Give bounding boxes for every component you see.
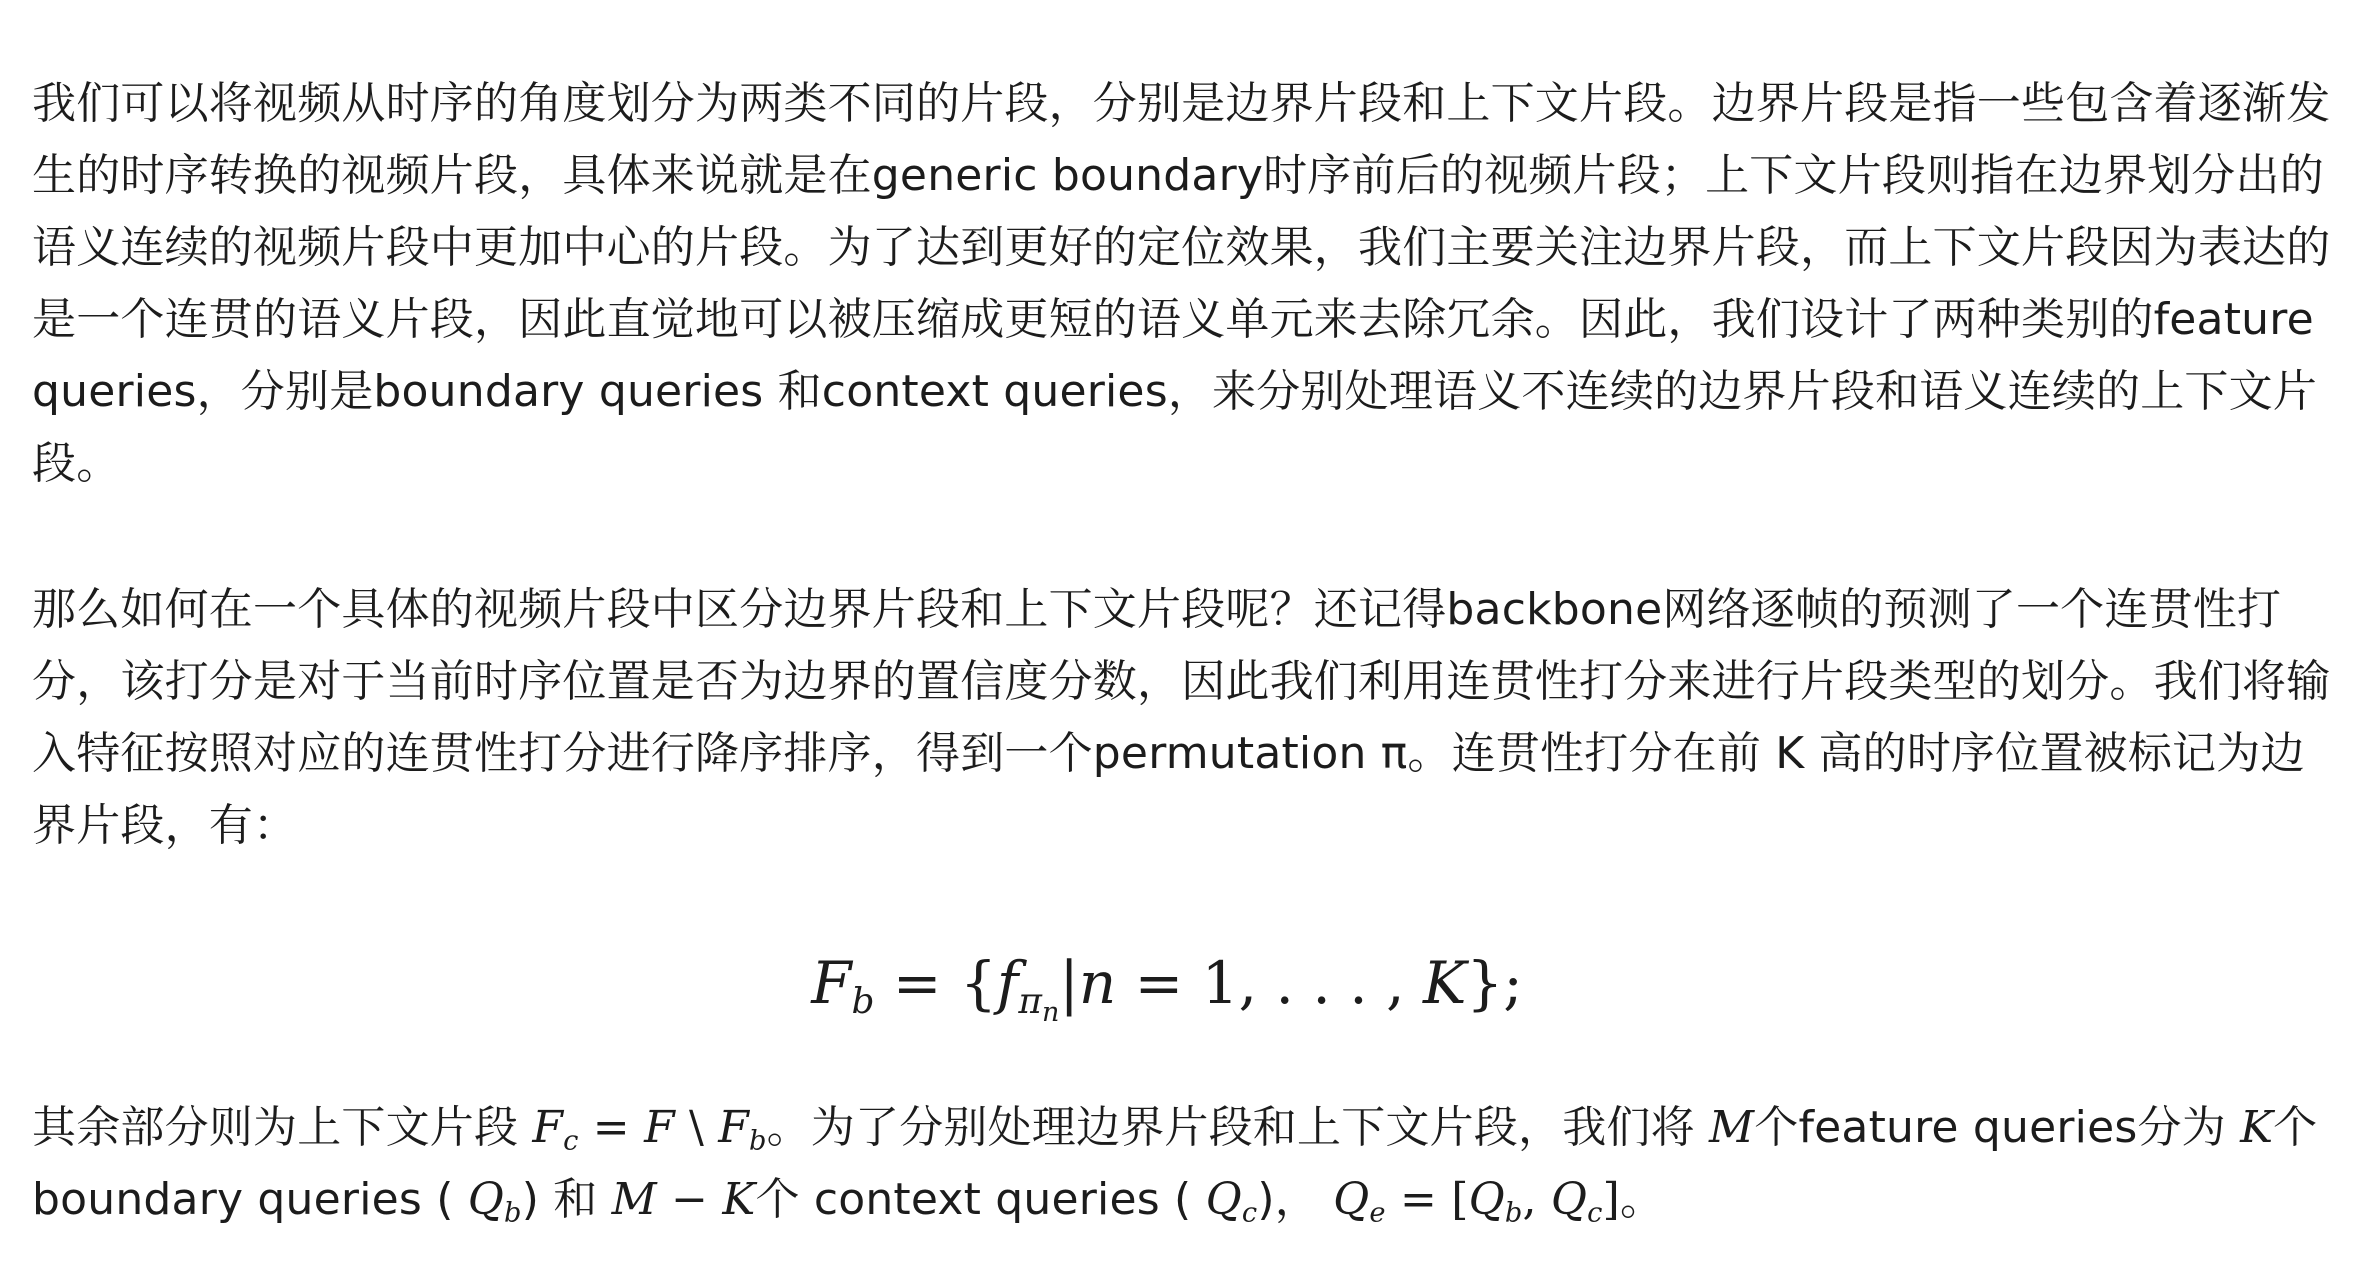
math-Qc2: Q bbox=[1550, 1174, 1588, 1225]
math-Fc-sub: c bbox=[563, 1125, 579, 1157]
formula-n: n bbox=[1078, 949, 1117, 1017]
formula-f: f bbox=[996, 949, 1019, 1017]
p3-text-7: )， bbox=[1257, 1174, 1334, 1225]
math-setminus: \ bbox=[674, 1102, 719, 1153]
p3-text-6: 个 context queries ( bbox=[755, 1174, 1206, 1225]
math-Qc2-sub: c bbox=[1587, 1197, 1603, 1229]
math-M: M bbox=[1708, 1102, 1755, 1153]
formula-F: F bbox=[811, 949, 852, 1017]
article-body bbox=[32, 68, 2342, 1236]
p3-text-3: 个feature queries分为 bbox=[1754, 1102, 2241, 1153]
math-comma: , bbox=[1522, 1174, 1551, 1225]
formula-end: }; bbox=[1466, 949, 1523, 1017]
math-eq: = bbox=[578, 1102, 645, 1153]
paragraph-coherence-score: 那么如何在一个具体的视频片段中区分边界片段和上下文片段呢？还记得backbone网络逐帧的预测了一个连贯性打分，该打分是对于当前时序位置是否为边界的置信度分数，因此我们利用连贯性打分来进行片段类型的划分。我们将输入特征按照对应的连贯性打分进行降序排序，得到一个permutation π。连贯性打分在前 K 高的时序位置被标记为边界片段，有： bbox=[32, 584, 2331, 851]
p3-text-4: 个boundary queries ( bbox=[32, 1102, 2318, 1225]
formula-pi-sub: n bbox=[1041, 997, 1060, 1029]
math-Fc: F bbox=[532, 1102, 564, 1153]
math-Qc-sub: c bbox=[1241, 1197, 1258, 1229]
math-M2: M bbox=[611, 1174, 657, 1225]
p3-text-8: 。 bbox=[1620, 1174, 1665, 1225]
paragraph-query-split bbox=[32, 1092, 2342, 1236]
formula-eq: = { bbox=[874, 949, 997, 1017]
math-Fb: F bbox=[718, 1102, 749, 1153]
math-minus: − bbox=[656, 1174, 723, 1225]
formula-F-sub: b bbox=[851, 981, 875, 1023]
math-F: F bbox=[644, 1102, 675, 1153]
math-Fb-sub: b bbox=[748, 1125, 767, 1157]
formula-bar: | bbox=[1059, 949, 1079, 1017]
math-Qc: Q bbox=[1205, 1174, 1242, 1225]
p3-text-1: 其余部分则为上下文片段 bbox=[32, 1102, 533, 1153]
math-close-bracket: ] bbox=[1602, 1174, 1621, 1225]
math-Qe: Q bbox=[1333, 1174, 1370, 1225]
formula-range: = 1, . . . , bbox=[1116, 949, 1423, 1017]
p3-text-2: 。为了分别处理边界片段和上下文片段，我们将 bbox=[766, 1102, 1709, 1153]
math-Qb: Q bbox=[467, 1174, 505, 1225]
math-K: K bbox=[2240, 1102, 2274, 1153]
math-eq-bracket: = [ bbox=[1385, 1174, 1469, 1225]
math-Qb2: Q bbox=[1468, 1174, 1505, 1225]
boundary-set-formula bbox=[32, 928, 2342, 1058]
math-Qb-sub: b bbox=[504, 1197, 522, 1229]
math-Qe-sub: e bbox=[1369, 1197, 1386, 1229]
formula-K: K bbox=[1422, 949, 1467, 1017]
p3-text-5: ) 和 bbox=[521, 1174, 612, 1225]
math-K2: K bbox=[722, 1174, 756, 1225]
formula-f-sub bbox=[1018, 981, 1060, 1029]
math-Qb2-sub: b bbox=[1504, 1197, 1523, 1229]
formula-pi: π bbox=[1018, 981, 1042, 1023]
paragraph-segment-types: 我们可以将视频从时序的角度划分为两类不同的片段，分别是边界片段和上下文片段。边界片段是指一些包含着逐渐发生的时序转换的视频片段，具体来说就是在generic boundary时序前后的视频片段；上下文片段则指在边界划分出的语义连续的视频片段中更加中心的片段。为了达到更好的定位效果，我们主要关注边界片段，而上下文片段因为表达的是一个连贯的语义片段，因此直觉地可以被压缩成更短的语义单元来去除冗余。因此，我们设计了两种类别的feature queries，分别是boundary queries 和context queries，来分别处理语义不连续的边界片段和语义连续的上下文片段。 bbox=[32, 78, 2331, 489]
